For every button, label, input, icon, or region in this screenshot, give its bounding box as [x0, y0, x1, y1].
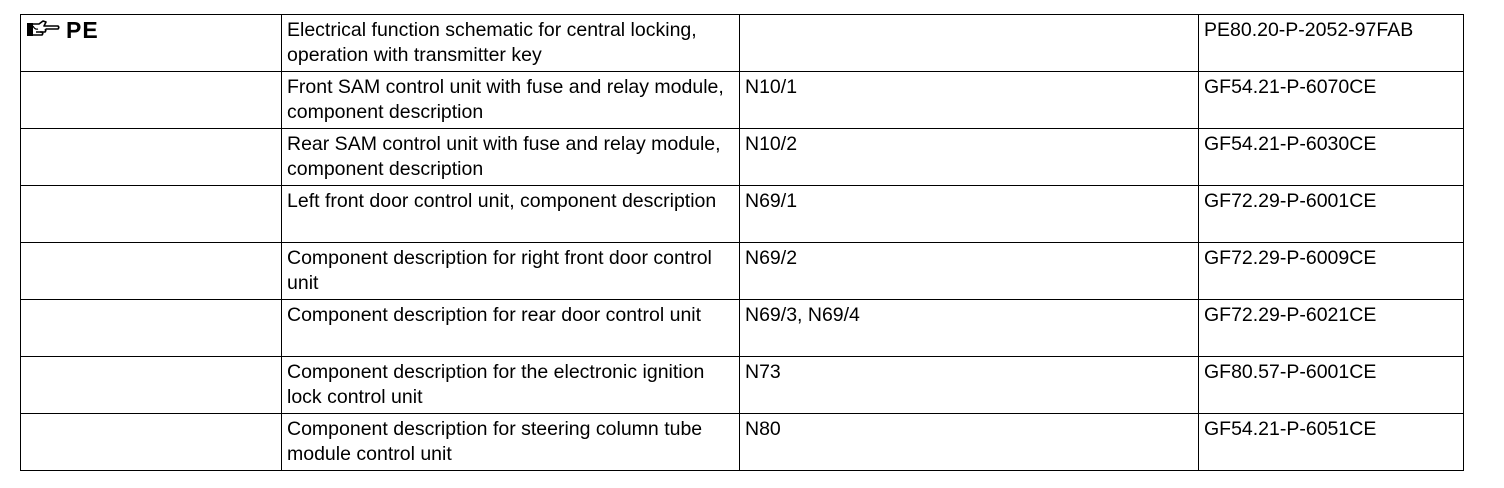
empty-cell	[21, 414, 282, 471]
table-row	[21, 72, 1464, 129]
document-link[interactable]: GF54.21-P-6030CE	[1199, 129, 1464, 186]
document-link[interactable]: GF72.29-P-6001CE	[1199, 186, 1464, 243]
marker-cell	[21, 15, 282, 72]
empty-cell	[21, 357, 282, 414]
empty-cell	[21, 186, 282, 243]
empty-cell	[21, 72, 282, 129]
pointing-hand-icon	[26, 19, 60, 41]
empty-cell	[21, 243, 282, 300]
description-cell: Front SAM control unit with fuse and relay module, component description	[282, 72, 740, 129]
document-link[interactable]: GF54.21-P-6070CE	[1199, 72, 1464, 129]
table-row	[21, 243, 1464, 300]
table-row	[21, 357, 1464, 414]
table-row	[21, 186, 1464, 243]
document-link[interactable]: GF72.29-P-6021CE	[1199, 300, 1464, 357]
description-cell: Component description for rear door control unit	[282, 300, 740, 357]
table-row	[21, 15, 1464, 72]
component-cell: N69/3, N69/4	[740, 300, 1199, 357]
empty-cell	[21, 129, 282, 186]
table-row	[21, 300, 1464, 357]
empty-cell	[21, 300, 282, 357]
description-cell: Rear SAM control unit with fuse and relay module, component description	[282, 129, 740, 186]
description-cell: Electrical function schematic for central locking, operation with transmitter key	[282, 15, 740, 72]
description-cell: Component description for the electronic ignition lock control unit	[282, 357, 740, 414]
table-row	[21, 414, 1464, 471]
component-cell: N80	[740, 414, 1199, 471]
component-cell: N69/2	[740, 243, 1199, 300]
reference-table	[20, 14, 1464, 471]
description-cell: Left front door control unit, component description	[282, 186, 740, 243]
document-link[interactable]: GF80.57-P-6001CE	[1199, 357, 1464, 414]
component-cell: N69/1	[740, 186, 1199, 243]
marker-label: PE	[66, 17, 99, 43]
document-link[interactable]: GF72.29-P-6009CE	[1199, 243, 1464, 300]
description-cell: Component description for steering column tube module control unit	[282, 414, 740, 471]
component-cell	[740, 15, 1199, 72]
component-cell: N10/1	[740, 72, 1199, 129]
component-cell: N73	[740, 357, 1199, 414]
table-row	[21, 129, 1464, 186]
document-link[interactable]: PE80.20-P-2052-97FAB	[1199, 15, 1464, 72]
component-cell: N10/2	[740, 129, 1199, 186]
pe-marker	[26, 18, 276, 42]
description-cell: Component description for right front door control unit	[282, 243, 740, 300]
document-link[interactable]: GF54.21-P-6051CE	[1199, 414, 1464, 471]
